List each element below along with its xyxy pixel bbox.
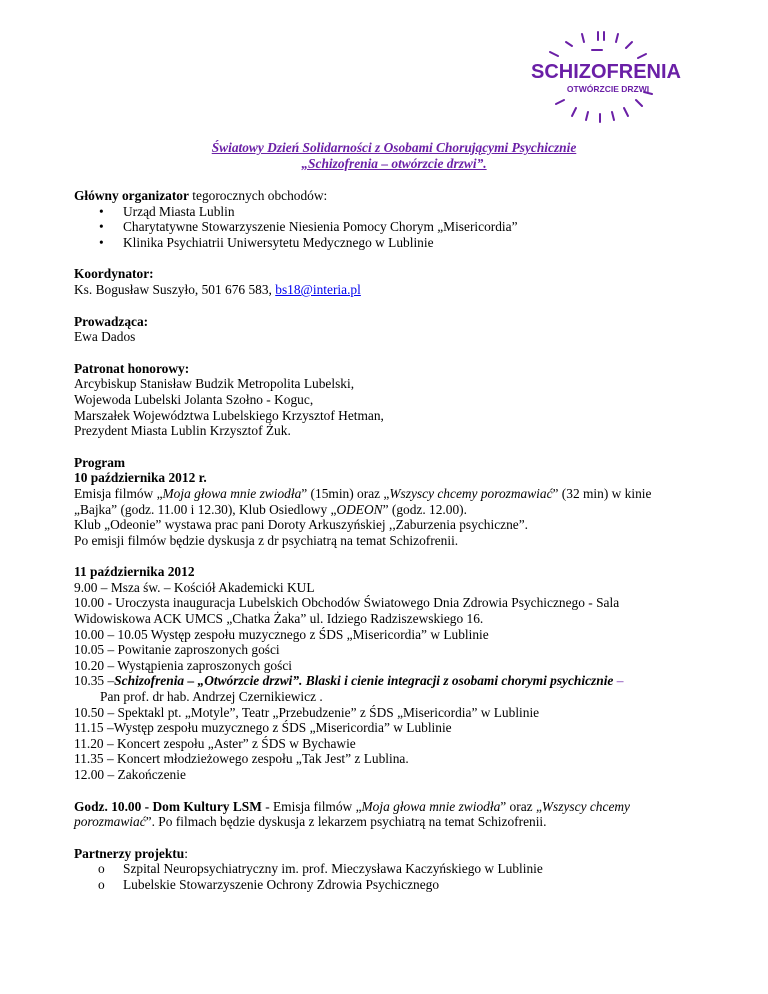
- schedule-item: 11.35 – Koncert młodzieżowego zespołu „Tak Jest” z Lublina.: [74, 751, 409, 767]
- schedule-item-lecture: 10.35 –Schizofrenia – „Otwórzcie drzwi”. Blaski i cienie integracji z osobami chorymi psychicznie –: [74, 673, 624, 689]
- partners-list: [74, 861, 714, 892]
- logo-sub-text: OTWÓRZCIE DRZWI: [566, 84, 650, 94]
- lsm-line-2: porozmawiać”. Po filmach będzie dyskusja z lekarzem psychiatrą na temat Schizofrenii.: [74, 814, 547, 830]
- coordinator-text: Ks. Bogusław Suszyło, 501 676 583,: [74, 281, 276, 297]
- host-heading: Prowadząca:: [74, 313, 149, 329]
- day1-line-2: „Bajka” (godz. 11.00 i 12.30), Klub Osiedlowy „ODEON” (godz. 12.00).: [74, 501, 467, 517]
- day1-date: 10 października 2012 r.: [74, 470, 207, 486]
- title-line-1: Światowy Dzień Solidarności z Osobami Chorującymi Psychicznie: [211, 140, 577, 155]
- schedule-item: 10.20 – Wystąpienia zaproszonych gości: [74, 657, 292, 673]
- logo-main-text: SCHIZOFRENIA: [531, 61, 681, 83]
- title-line-2: „Schizofrenia – otwórzcie drzwi”.: [301, 156, 487, 171]
- list-item: o Lubelskie Stowarzyszenie Ochrony Zdrowia Psychicznego: [74, 877, 714, 893]
- page-title: [74, 140, 714, 172]
- patronage-line: Prezydent Miasta Lublin Krzysztof Żuk.: [74, 423, 291, 439]
- list-item: • Urząd Miasta Lublin: [74, 204, 714, 220]
- list-item: • Charytatywne Stowarzyszenie Niesienia Pomocy Chorym „Misericordia”: [74, 219, 714, 235]
- organizer-heading-rest: tegorocznych obchodów:: [188, 188, 328, 203]
- schedule-item: 11.20 – Koncert zespołu „Aster” z ŚDS w Bychawie: [74, 735, 356, 751]
- day2-date: 11 października 2012: [74, 564, 195, 580]
- schedule-item: 12.00 – Zakończenie: [74, 767, 186, 782]
- schedule-item: 10.00 - Uroczysta inauguracja Lubelskich Obchodów Światowego Dnia Zdrowia Psychicznego - Sala: [74, 595, 620, 611]
- organizer-list: [74, 204, 714, 251]
- schedule-item: 9.00 – Msza św. – Kościół Akademicki KUL: [74, 579, 315, 595]
- schedule-item: 10.50 – Spektakl pt. „Motyle”, Teatr „Przebudzenie” z ŚDS „Misericordia” w Lublinie: [74, 704, 540, 720]
- day1-line-3: Klub „Odeonie” wystawa prac pani Doroty Arkuszyńskiej ,,Zaburzenia psychiczne”.: [74, 517, 529, 533]
- lsm-line-1: Godz. 10.00 - Dom Kultury LSM - Emisja filmów „Moja głowa mnie zwiodła” oraz „Wszyscy chcemy: [74, 798, 630, 814]
- schedule-item: 10.00 – 10.05 Występ zespołu muzycznego z ŚDS „Misericordia” w Lublinie: [74, 626, 489, 642]
- patronage-line: Wojewoda Lubelski Jolanta Szołno - Koguc,: [74, 391, 314, 407]
- coordinator-email-link[interactable]: bs18@interia.pl: [275, 281, 361, 297]
- patronage-line: Marszałek Województwa Lubelskiego Krzysztof Hetman,: [74, 407, 384, 423]
- host-section: [74, 314, 714, 345]
- door-rays-icon: [520, 28, 690, 136]
- organizer-heading: Główny organizator: [74, 188, 189, 203]
- schedule-item: 11.15 –Występ zespołu muzycznego z ŚDS „Misericordia” w Lublinie: [74, 720, 452, 736]
- day1-line-1: Emisja filmów „Moja głowa mnie zwiodła” (15min) oraz „Wszyscy chcemy porozmawiać” (32 min) w kinie: [74, 485, 652, 501]
- patronage-line: Arcybiskup Stanisław Budzik Metropolita Lubelski,: [74, 376, 355, 392]
- schedule-item: Widowiskowa ACK UMCS „Chatka Żaka” ul. Idziego Radziszewskiego 16.: [74, 611, 484, 627]
- program-heading: Program: [74, 454, 126, 470]
- schizofrenia-logo: [520, 28, 690, 136]
- lsm-section: [74, 799, 714, 830]
- patronage-heading: Patronat honorowy:: [74, 360, 190, 376]
- partners-heading: Partnerzy projektu: [74, 845, 185, 861]
- partners-section: Partnerzy projektu: o Szpital Neuropsychiatryczny im. prof. Mieczysława Kaczyńskiego w Lublinie o Lubelskie Stowarzyszenie Ochrony Zdrowia Psychicznego: [74, 846, 714, 893]
- coordinator-heading: Koordynator:: [74, 266, 154, 282]
- list-item: o Szpital Neuropsychiatryczny im. prof. Mieczysława Kaczyńskiego w Lublinie: [74, 861, 714, 877]
- day1-line-4: Po emisji filmów będzie dyskusja z dr psychiatrą na temat Schizofrenii.: [74, 532, 459, 548]
- host-name: Ewa Dados: [74, 329, 136, 345]
- coordinator-section: [74, 266, 714, 297]
- organizer-section: [74, 188, 714, 250]
- patronage-section: [74, 361, 714, 439]
- schedule-item: 10.05 – Powitanie zaproszonych gości: [74, 642, 280, 658]
- program-day1-section: [74, 455, 714, 549]
- program-day2-section: [74, 564, 714, 782]
- document-page: [74, 140, 714, 893]
- schedule-item-lecturer: Pan prof. dr hab. Andrzej Czernikiewicz .: [100, 689, 323, 705]
- list-item: • Klinika Psychiatrii Uniwersytetu Medycznego w Lublinie: [74, 235, 714, 251]
